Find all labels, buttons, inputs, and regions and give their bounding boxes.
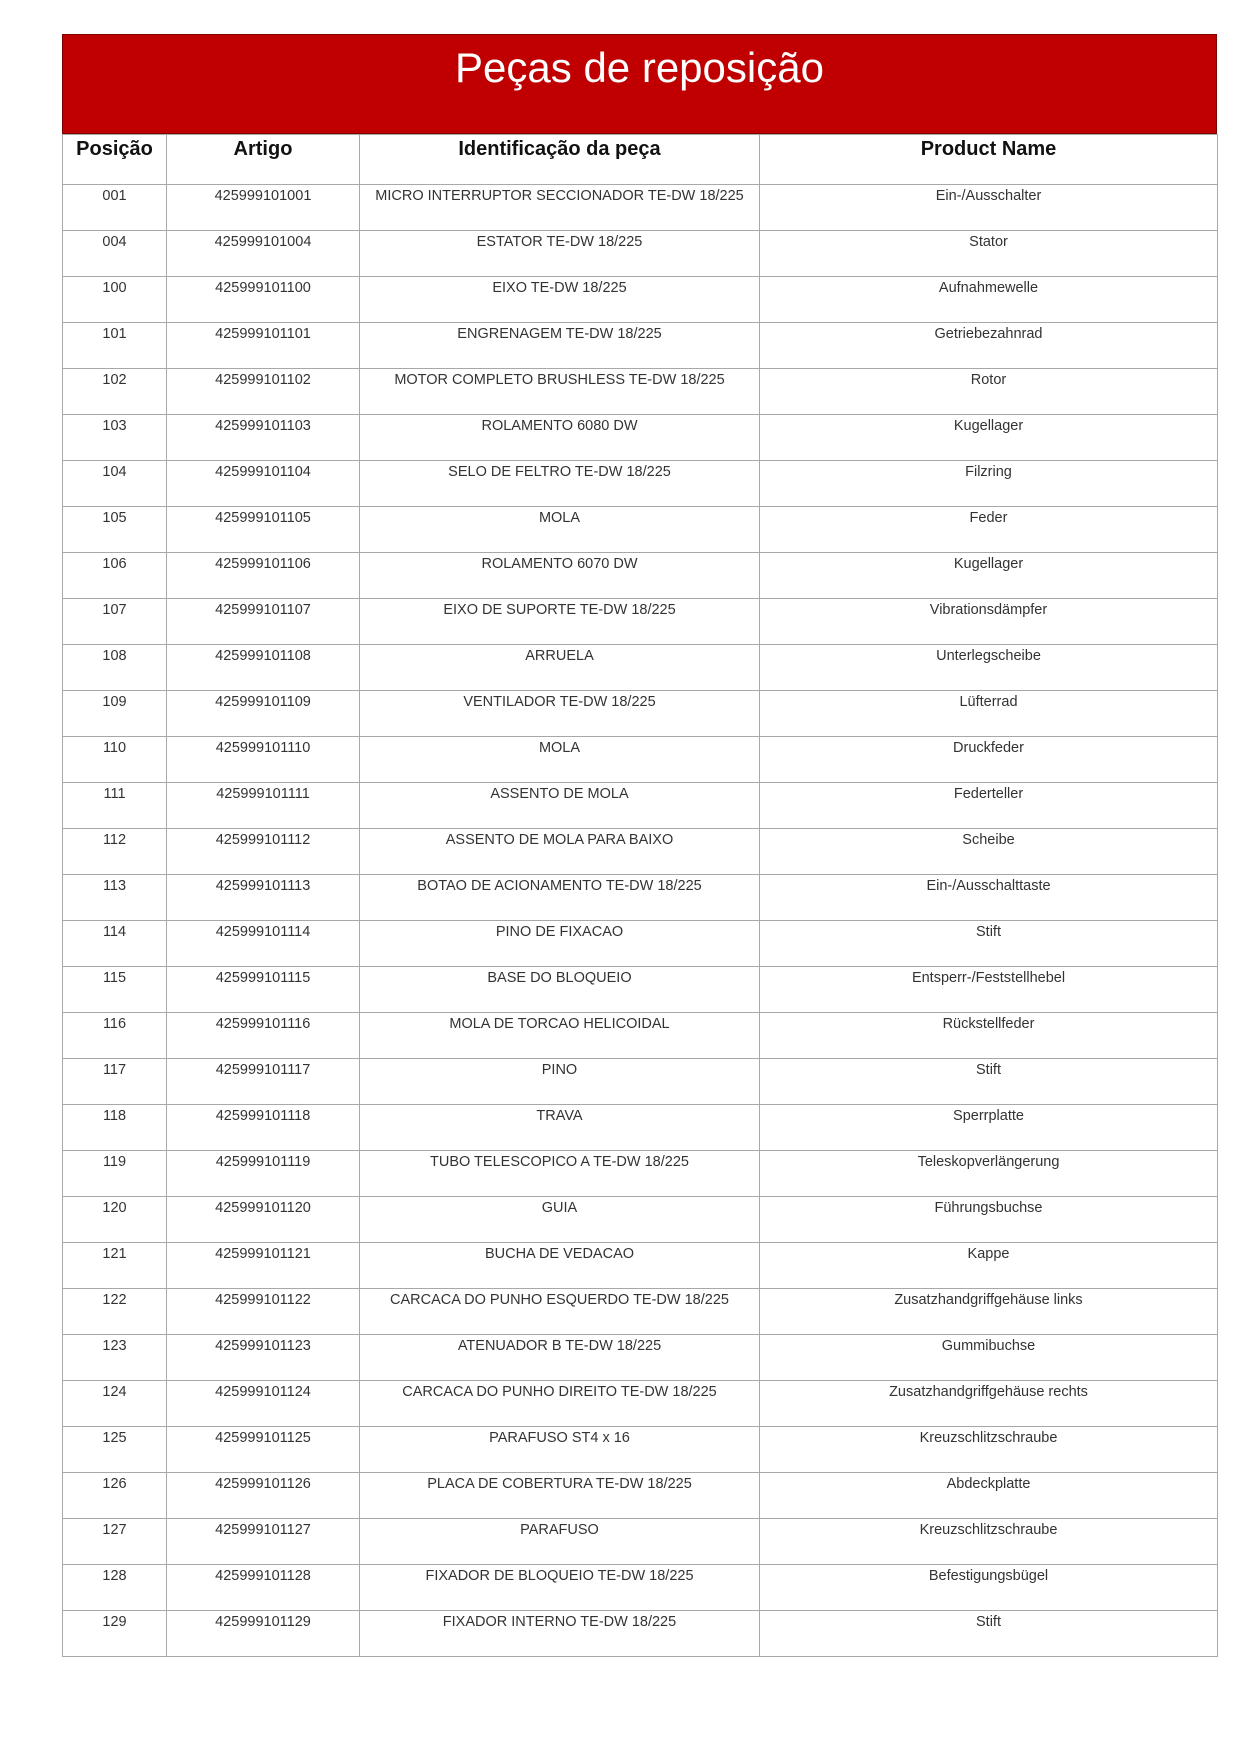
cell-product-name: Scheibe (760, 829, 1218, 875)
cell-position: 112 (63, 829, 167, 875)
table-row (63, 1013, 1218, 1059)
cell-product-name: Teleskopverlängerung (760, 1151, 1218, 1197)
cell-position: 108 (63, 645, 167, 691)
cell-product-name: Aufnahmewelle (760, 277, 1218, 323)
page-title: Peças de reposição (62, 34, 1217, 134)
cell-article: 425999101106 (167, 553, 360, 599)
cell-position: 111 (63, 783, 167, 829)
cell-position: 106 (63, 553, 167, 599)
cell-article: 425999101001 (167, 185, 360, 231)
table-row (63, 829, 1218, 875)
cell-article: 425999101120 (167, 1197, 360, 1243)
cell-part-identification: CARCACA DO PUNHO ESQUERDO TE-DW 18/225 (360, 1289, 760, 1335)
table-row (63, 1105, 1218, 1151)
cell-article: 425999101107 (167, 599, 360, 645)
cell-article: 425999101108 (167, 645, 360, 691)
cell-product-name: Vibrationsdämpfer (760, 599, 1218, 645)
cell-part-identification: PARAFUSO (360, 1519, 760, 1565)
cell-part-identification: MOLA (360, 507, 760, 553)
cell-product-name: Lüfterrad (760, 691, 1218, 737)
cell-article: 425999101104 (167, 461, 360, 507)
table-row (63, 1335, 1218, 1381)
table-row (63, 599, 1218, 645)
table-row (63, 1565, 1218, 1611)
cell-article: 425999101116 (167, 1013, 360, 1059)
cell-product-name: Getriebezahnrad (760, 323, 1218, 369)
cell-position: 101 (63, 323, 167, 369)
cell-product-name: Rotor (760, 369, 1218, 415)
cell-position: 104 (63, 461, 167, 507)
table-row (63, 691, 1218, 737)
cell-product-name: Stift (760, 921, 1218, 967)
table-body (63, 185, 1218, 1657)
cell-position: 121 (63, 1243, 167, 1289)
cell-part-identification: FIXADOR DE BLOQUEIO TE-DW 18/225 (360, 1565, 760, 1611)
cell-product-name: Ein-/Ausschalttaste (760, 875, 1218, 921)
cell-position: 119 (63, 1151, 167, 1197)
cell-article: 425999101127 (167, 1519, 360, 1565)
cell-part-identification: ESTATOR TE-DW 18/225 (360, 231, 760, 277)
cell-article: 425999101119 (167, 1151, 360, 1197)
table-row (63, 185, 1218, 231)
table-row (63, 507, 1218, 553)
cell-position: 103 (63, 415, 167, 461)
cell-product-name: Kappe (760, 1243, 1218, 1289)
parts-table (62, 134, 1218, 1657)
cell-article: 425999101122 (167, 1289, 360, 1335)
cell-part-identification: MOLA (360, 737, 760, 783)
cell-product-name: Zusatzhandgriffgehäuse links (760, 1289, 1218, 1335)
cell-position: 118 (63, 1105, 167, 1151)
table-row (63, 1059, 1218, 1105)
table-row (63, 323, 1218, 369)
cell-position: 001 (63, 185, 167, 231)
table-row (63, 1427, 1218, 1473)
cell-position: 114 (63, 921, 167, 967)
cell-product-name: Kugellager (760, 415, 1218, 461)
cell-article: 425999101103 (167, 415, 360, 461)
table-row (63, 415, 1218, 461)
cell-article: 425999101111 (167, 783, 360, 829)
column-header-part-identification: Identificação da peça (360, 135, 760, 185)
cell-product-name: Führungsbuchse (760, 1197, 1218, 1243)
cell-position: 100 (63, 277, 167, 323)
table-row (63, 967, 1218, 1013)
table-row (63, 553, 1218, 599)
cell-product-name: Druckfeder (760, 737, 1218, 783)
cell-article: 425999101117 (167, 1059, 360, 1105)
cell-position: 109 (63, 691, 167, 737)
cell-product-name: Sperrplatte (760, 1105, 1218, 1151)
cell-product-name: Federteller (760, 783, 1218, 829)
cell-part-identification: PARAFUSO ST4 x 16 (360, 1427, 760, 1473)
cell-article: 425999101109 (167, 691, 360, 737)
cell-article: 425999101129 (167, 1611, 360, 1657)
cell-part-identification: ROLAMENTO 6080 DW (360, 415, 760, 461)
cell-position: 127 (63, 1519, 167, 1565)
cell-position: 129 (63, 1611, 167, 1657)
cell-product-name: Feder (760, 507, 1218, 553)
cell-position: 105 (63, 507, 167, 553)
cell-part-identification: CARCACA DO PUNHO DIREITO TE-DW 18/225 (360, 1381, 760, 1427)
table-row (63, 921, 1218, 967)
cell-position: 110 (63, 737, 167, 783)
cell-position: 115 (63, 967, 167, 1013)
table-row (63, 737, 1218, 783)
cell-product-name: Unterlegscheibe (760, 645, 1218, 691)
cell-part-identification: ASSENTO DE MOLA PARA BAIXO (360, 829, 760, 875)
cell-part-identification: FIXADOR INTERNO TE-DW 18/225 (360, 1611, 760, 1657)
cell-product-name: Kreuzschlitzschraube (760, 1427, 1218, 1473)
cell-part-identification: ARRUELA (360, 645, 760, 691)
cell-position: 122 (63, 1289, 167, 1335)
cell-product-name: Gummibuchse (760, 1335, 1218, 1381)
column-header-product-name: Product Name (760, 135, 1218, 185)
cell-product-name: Rückstellfeder (760, 1013, 1218, 1059)
cell-position: 125 (63, 1427, 167, 1473)
cell-product-name: Ein-/Ausschalter (760, 185, 1218, 231)
cell-product-name: Stift (760, 1059, 1218, 1105)
cell-article: 425999101101 (167, 323, 360, 369)
cell-product-name: Stift (760, 1611, 1218, 1657)
cell-part-identification: MOTOR COMPLETO BRUSHLESS TE-DW 18/225 (360, 369, 760, 415)
cell-part-identification: PINO (360, 1059, 760, 1105)
table-row (63, 645, 1218, 691)
cell-part-identification: ROLAMENTO 6070 DW (360, 553, 760, 599)
cell-product-name: Kreuzschlitzschraube (760, 1519, 1218, 1565)
cell-part-identification: TUBO TELESCOPICO A TE-DW 18/225 (360, 1151, 760, 1197)
cell-position: 117 (63, 1059, 167, 1105)
table-row (63, 369, 1218, 415)
cell-article: 425999101125 (167, 1427, 360, 1473)
cell-part-identification: ENGRENAGEM TE-DW 18/225 (360, 323, 760, 369)
cell-article: 425999101118 (167, 1105, 360, 1151)
cell-article: 425999101004 (167, 231, 360, 277)
cell-position: 004 (63, 231, 167, 277)
cell-article: 425999101113 (167, 875, 360, 921)
cell-article: 425999101110 (167, 737, 360, 783)
table-row (63, 1289, 1218, 1335)
cell-product-name: Befestigungsbügel (760, 1565, 1218, 1611)
cell-article: 425999101105 (167, 507, 360, 553)
cell-position: 102 (63, 369, 167, 415)
cell-article: 425999101121 (167, 1243, 360, 1289)
table-row (63, 783, 1218, 829)
cell-part-identification: BASE DO BLOQUEIO (360, 967, 760, 1013)
cell-position: 128 (63, 1565, 167, 1611)
cell-article: 425999101112 (167, 829, 360, 875)
cell-part-identification: PINO DE FIXACAO (360, 921, 760, 967)
cell-position: 113 (63, 875, 167, 921)
column-header-article: Artigo (167, 135, 360, 185)
cell-part-identification: ASSENTO DE MOLA (360, 783, 760, 829)
cell-part-identification: GUIA (360, 1197, 760, 1243)
table-row (63, 875, 1218, 921)
column-header-position: Posição (63, 135, 167, 185)
parts-sheet (62, 34, 1217, 1657)
cell-article: 425999101128 (167, 1565, 360, 1611)
cell-part-identification: MOLA DE TORCAO HELICOIDAL (360, 1013, 760, 1059)
cell-part-identification: BUCHA DE VEDACAO (360, 1243, 760, 1289)
cell-part-identification: BOTAO DE ACIONAMENTO TE-DW 18/225 (360, 875, 760, 921)
cell-product-name: Entsperr-/Feststellhebel (760, 967, 1218, 1013)
cell-part-identification: TRAVA (360, 1105, 760, 1151)
table-row (63, 1197, 1218, 1243)
cell-article: 425999101123 (167, 1335, 360, 1381)
table-row (63, 1519, 1218, 1565)
cell-article: 425999101124 (167, 1381, 360, 1427)
table-row (63, 1473, 1218, 1519)
cell-position: 116 (63, 1013, 167, 1059)
table-row (63, 1611, 1218, 1657)
cell-part-identification: PLACA DE COBERTURA TE-DW 18/225 (360, 1473, 760, 1519)
cell-article: 425999101114 (167, 921, 360, 967)
table-row (63, 461, 1218, 507)
cell-part-identification: SELO DE FELTRO TE-DW 18/225 (360, 461, 760, 507)
cell-part-identification: MICRO INTERRUPTOR SECCIONADOR TE-DW 18/225 (360, 185, 760, 231)
cell-article: 425999101102 (167, 369, 360, 415)
table-row (63, 1151, 1218, 1197)
cell-position: 123 (63, 1335, 167, 1381)
cell-article: 425999101115 (167, 967, 360, 1013)
table-row (63, 231, 1218, 277)
cell-position: 107 (63, 599, 167, 645)
cell-position: 120 (63, 1197, 167, 1243)
table-row (63, 1243, 1218, 1289)
table-header-row (63, 135, 1218, 185)
cell-part-identification: ATENUADOR B TE-DW 18/225 (360, 1335, 760, 1381)
cell-product-name: Stator (760, 231, 1218, 277)
cell-product-name: Zusatzhandgriffgehäuse rechts (760, 1381, 1218, 1427)
table-row (63, 1381, 1218, 1427)
cell-part-identification: EIXO TE-DW 18/225 (360, 277, 760, 323)
cell-product-name: Abdeckplatte (760, 1473, 1218, 1519)
cell-product-name: Filzring (760, 461, 1218, 507)
cell-part-identification: EIXO DE SUPORTE TE-DW 18/225 (360, 599, 760, 645)
table-row (63, 277, 1218, 323)
cell-product-name: Kugellager (760, 553, 1218, 599)
cell-part-identification: VENTILADOR TE-DW 18/225 (360, 691, 760, 737)
cell-article: 425999101126 (167, 1473, 360, 1519)
cell-position: 126 (63, 1473, 167, 1519)
cell-position: 124 (63, 1381, 167, 1427)
cell-article: 425999101100 (167, 277, 360, 323)
